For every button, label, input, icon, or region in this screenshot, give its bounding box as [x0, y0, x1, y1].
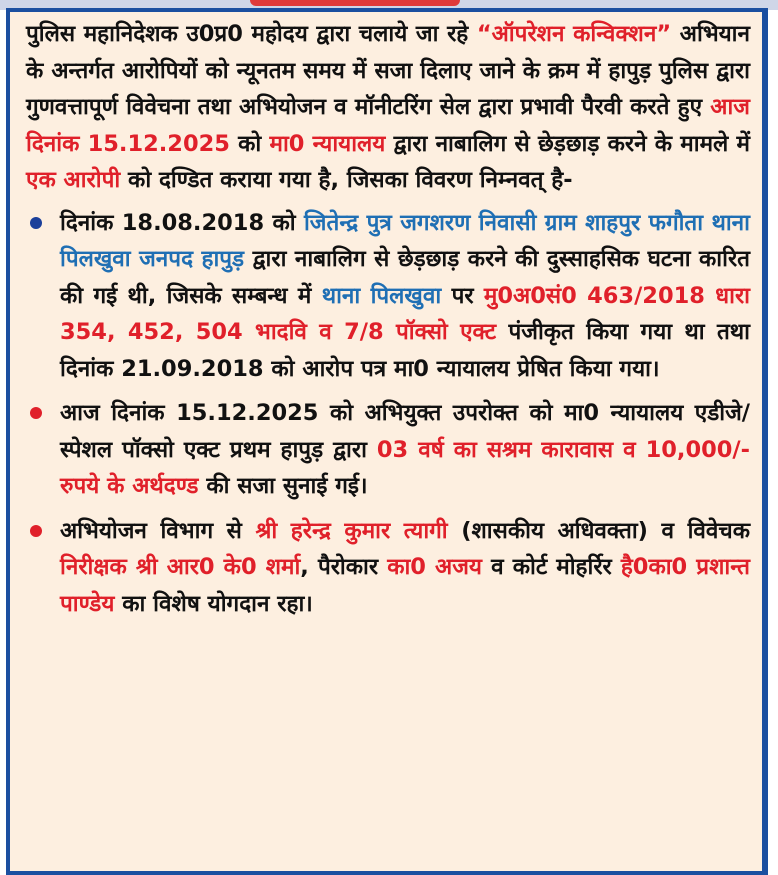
- accused-details: जितेन्द्र पुत्र जगशरण निवासी ग्राम शाहपुर फगौता थाना पिलखुवा जनपद हापुड़: [60, 209, 750, 272]
- police-station: थाना पिलखुवा: [321, 282, 442, 309]
- list-item: [26, 395, 750, 505]
- item1-text-3: द्वारा नाबालिग से छेड़छाड़ करने की दुस्साहसिक घटना कारित की गई थी, जिसके सम्बन्ध में: [60, 246, 750, 309]
- item2-text-1: आज दिनांक 15.12.2025 को अभियुक्त उपरोक्त को मा0 न्यायालय एडीजे/स्पेशल पॉक्सो एक्ट प्रथम हापुड़ द्वारा: [60, 400, 750, 463]
- operation-name: “ऑपरेशन कन्विक्शन”: [476, 21, 672, 47]
- verdict-date: आज दिनांक 15.12.2025: [26, 94, 750, 157]
- item1-text-7: पंजीकृत किया गया था तथा दिनांक 21.09.2018 को आरोप पत्र मा0 न्यायालय प्रेषित किया गया।: [60, 319, 750, 382]
- intro-text-7: द्वारा नाबालिग से छेड़छाड़ करने के मामले में: [393, 130, 750, 157]
- prosecutor-name: श्री हरेन्द्र कुमार त्यागी: [255, 517, 448, 544]
- list-item: [26, 205, 750, 388]
- court-moharrir-name: है0का0 प्रशान्त पाण्डेय: [60, 554, 750, 617]
- item3-text-7: व कोर्ट मोहर्रिर: [491, 554, 612, 580]
- header-red-tab: [250, 0, 460, 6]
- investigator-name: निरीक्षक श्री आर0 के0 शर्मा: [60, 554, 301, 580]
- pairokar-name: का0 अजय: [387, 554, 482, 580]
- sentence-details: 03 वर्ष का सश्रम कारावास व 10,000/- रुपये के अर्थदण्ड: [60, 436, 750, 499]
- bullet-icon: [30, 217, 42, 229]
- item3-text-3: (शासकीय अधिवक्ता) व विवेचक: [461, 517, 750, 544]
- bullet-icon: [30, 525, 42, 537]
- item3-text-9: का विशेष योगदान रहा।: [122, 590, 313, 617]
- intro-text-3: अभियान के अन्तर्गत आरोपियों को न्यूनतम समय में सजा दिलाए जाने के क्रम में हापुड़ पुलिस द्वारा गुणवत्तापूर्ण विवेचना तथा अभियोजन व मॉनीटरिंग सेल द्वारा प्रभावी पैरवी करते हुए: [26, 21, 750, 120]
- intro-text-9: को दण्डित कराया गया है, जिसका विवरण निम्नवत् है-: [128, 167, 573, 193]
- case-number: मु0अ0सं0 463/2018 धारा 354, 452, 504 भादवि व 7/8 पॉक्सो एक्ट: [60, 282, 750, 345]
- content-panel: [6, 8, 768, 875]
- item3-text-5: , पैरोकार: [300, 554, 379, 580]
- court-name: मा0 न्यायालय: [269, 130, 386, 157]
- item3-text-1: अभियोजन विभाग से: [60, 517, 242, 544]
- item1-text-1: दिनांक 18.08.2018 को: [60, 209, 296, 236]
- item2-text-3: की सजा सुनाई गई।: [206, 473, 368, 499]
- list-item: [26, 513, 750, 623]
- intro-text-1: पुलिस महानिदेशक उ0प्र0 महोदय द्वारा चलाये जा रहे: [26, 21, 469, 47]
- item1-text-5: पर: [451, 282, 474, 309]
- bullet-icon: [30, 407, 42, 419]
- intro-text-5: को: [238, 130, 262, 157]
- accused-count: एक आरोपी: [26, 167, 121, 193]
- intro-paragraph: [26, 16, 750, 199]
